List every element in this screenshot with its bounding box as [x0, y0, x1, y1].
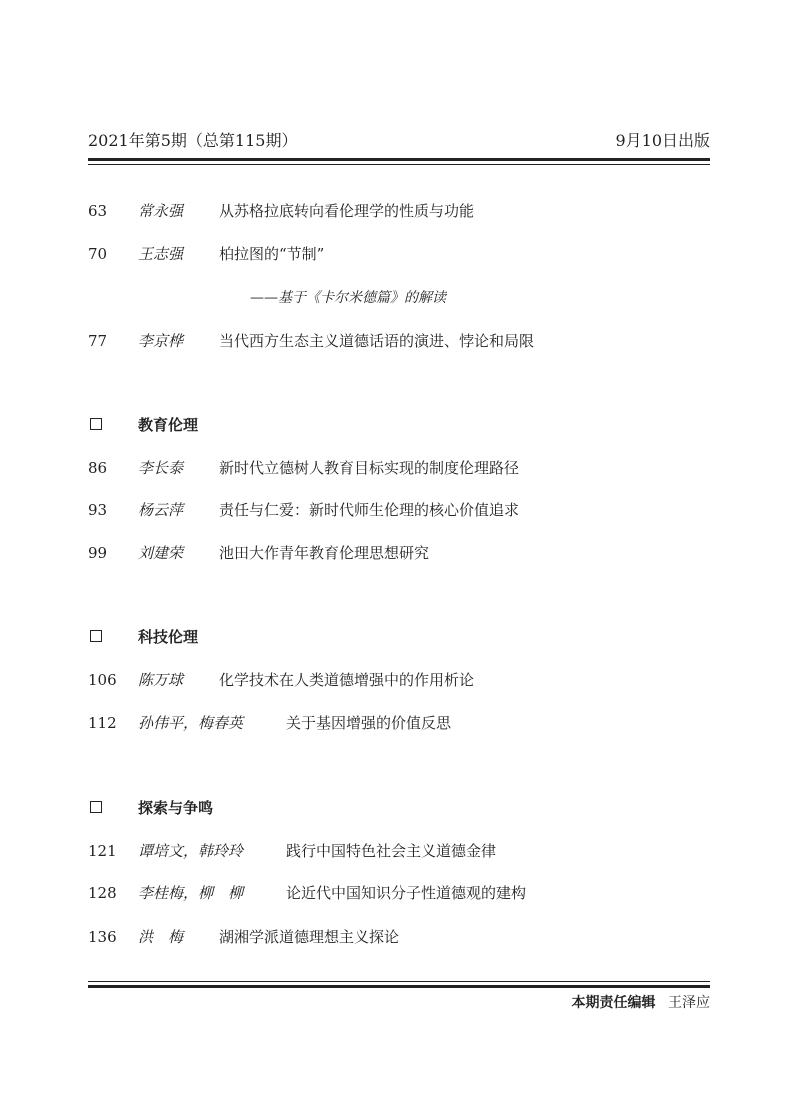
article-title[interactable]: 当代西方生态主义道德话语的演进、悖论和局限: [219, 332, 535, 350]
article-title[interactable]: 化学技术在人类道德增强中的作用析论: [219, 671, 475, 689]
page-number: 99: [88, 544, 108, 562]
article-author: 李桂梅，柳 柳: [138, 884, 244, 902]
article-author: 李京桦: [138, 332, 184, 350]
article-title[interactable]: 池田大作青年教育伦理思想研究: [219, 544, 430, 562]
article-author: 李长泰: [138, 459, 184, 477]
editor-name: 王泽应: [668, 995, 710, 1011]
footer-rule-thin: [88, 981, 710, 982]
article-title[interactable]: 湖湘学派道德理想主义探论: [219, 928, 400, 946]
section-box-icon: [90, 630, 102, 642]
article-title[interactable]: 新时代立德树人教育目标实现的制度伦理路径: [219, 459, 520, 477]
toc-entry[interactable]: [88, 243, 710, 265]
editor-label: 本期责任编辑: [571, 995, 656, 1011]
article-title[interactable]: 关于基因增强的价值反思: [286, 714, 452, 732]
article-subtitle: ——基于《卡尔米德篇》的解读: [250, 290, 446, 306]
editor-credit: [572, 992, 710, 1012]
article-title[interactable]: 论近代中国知识分子性道德观的建构: [286, 884, 527, 902]
page-number: 128: [88, 884, 117, 902]
article-title[interactable]: 柏拉图的“节制”: [219, 245, 325, 263]
toc-entry[interactable]: [88, 542, 710, 564]
footer-rule-thick: [88, 985, 710, 988]
article-author: 刘建荣: [138, 544, 184, 562]
article-title[interactable]: 践行中国特色社会主义道德金律: [286, 842, 497, 860]
page-number: 136: [88, 928, 117, 946]
article-author: 杨云萍: [138, 501, 184, 519]
article-author: 王志强: [138, 245, 184, 263]
toc-entry[interactable]: [88, 840, 710, 862]
article-title[interactable]: 从苏格拉底转向看伦理学的性质与功能: [219, 202, 475, 220]
toc-entry[interactable]: [88, 330, 710, 352]
article-author: 洪 梅: [138, 928, 184, 946]
page-number: 63: [88, 202, 108, 220]
section-name: 探索与争鸣: [138, 799, 214, 817]
page-number: 112: [88, 714, 117, 732]
toc-entry[interactable]: [88, 882, 710, 904]
toc-entry[interactable]: [88, 499, 710, 521]
header-rule-thick: [88, 158, 710, 161]
article-author: 孙伟平，梅春英: [138, 714, 244, 732]
toc-entry[interactable]: [88, 200, 710, 222]
page-number: 121: [88, 842, 117, 860]
page-number: 86: [88, 459, 108, 477]
toc-entry[interactable]: [88, 457, 710, 479]
toc-entry[interactable]: [88, 712, 710, 734]
section-box-icon: [90, 801, 102, 813]
article-author: 常永强: [138, 202, 184, 220]
section-name: 科技伦理: [138, 628, 199, 646]
page-number: 93: [88, 501, 108, 519]
page-number: 77: [88, 332, 108, 350]
toc-entry[interactable]: [88, 669, 710, 691]
toc-entry[interactable]: [88, 926, 710, 948]
publish-date: 9月10日出版: [615, 131, 710, 150]
article-author: 陈万球: [138, 671, 184, 689]
page-number: 106: [88, 671, 117, 689]
article-title[interactable]: 责任与仁爱：新时代师生伦理的核心价值追求: [219, 501, 520, 519]
section-name: 教育伦理: [138, 416, 199, 434]
issue-number: 2021年第5期（总第115期）: [88, 131, 298, 150]
issue-header: [88, 128, 710, 151]
section-box-icon: [90, 418, 102, 430]
page-number: 70: [88, 245, 108, 263]
article-author: 谭培文，韩玲玲: [138, 842, 244, 860]
header-rule-thin: [88, 164, 710, 165]
